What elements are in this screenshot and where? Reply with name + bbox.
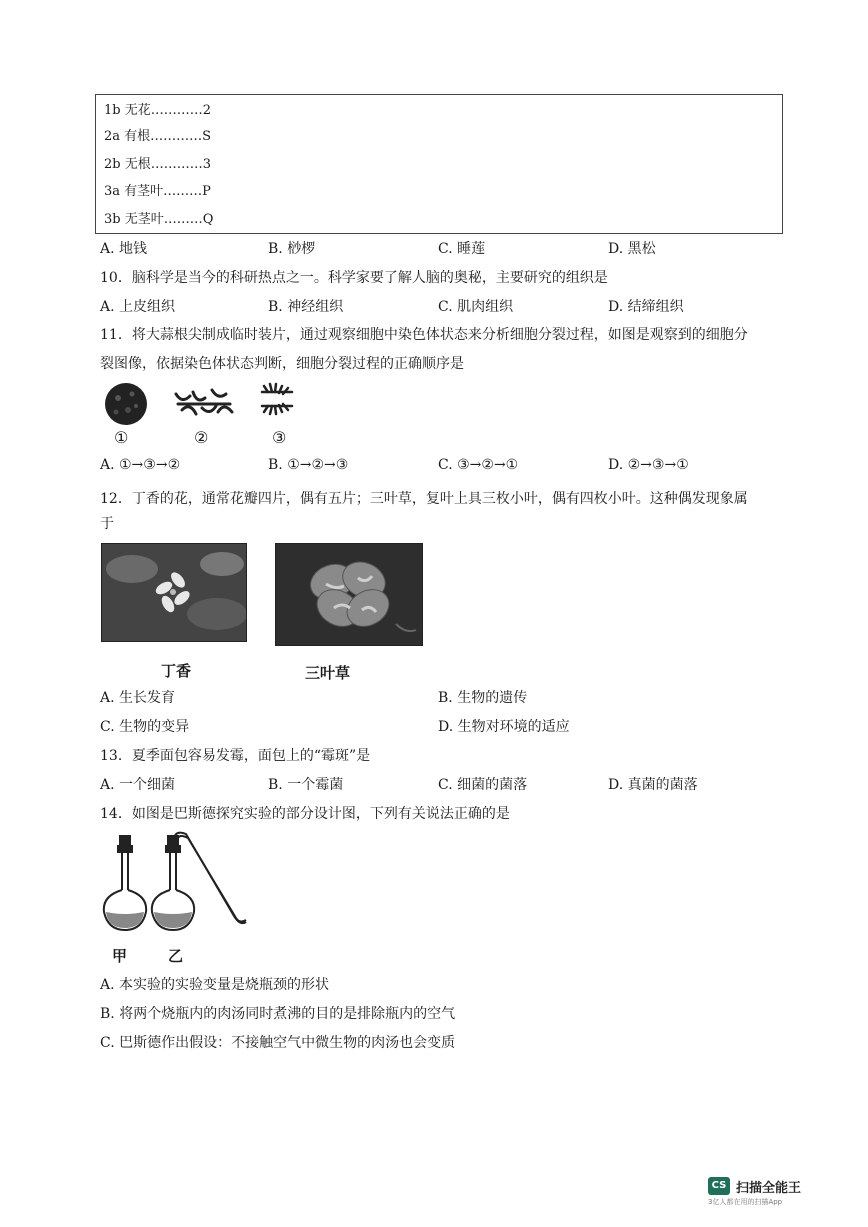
lilac-photo [101,543,247,642]
key-line-2a: 2a 有根…………S [104,129,212,144]
cell-label-3: ③ [272,428,287,447]
q12-option-c: C. 生物的变异 [100,719,190,735]
watermark-subtitle: 3亿人都在用的扫描App [708,1198,783,1206]
clover-photo [275,543,423,646]
q9-option-d: D. 黑松 [608,241,656,257]
cell-label-1: ① [114,428,129,447]
q12-stem-line1: 12．丁香的花，通常花瓣四片，偶有五片；三叶草，复叶上具三枚小叶，偶有四枚小叶。这种偶发现象属 [100,491,748,507]
q12-option-a: A. 生长发育 [100,690,176,706]
flask-label-jia: 甲 [112,947,128,965]
q12-stem-line2: 于 [100,516,114,532]
q11-option-a: A. ①→③→② [100,457,181,473]
lilac-caption: 丁香 [161,662,192,680]
q10-option-b: B. 神经组织 [268,299,344,315]
cell-image-1 [105,383,147,425]
q9-option-b: B. 桫椤 [268,241,316,257]
q9-option-c: C. 睡莲 [438,241,486,257]
key-line-3b: 3b 无茎叶………Q [104,212,214,227]
clover-caption: 三叶草 [305,664,351,682]
key-line-3a: 3a 有茎叶………P [104,184,211,199]
cell-label-2: ② [194,428,209,447]
q12-option-b: B. 生物的遗传 [438,690,528,706]
scanner-watermark [708,1175,828,1209]
q14-option-c: C. 巴斯德作出假设：不接触空气中微生物的肉汤也会变质 [100,1035,456,1051]
pasteur-flask-figure [98,830,250,942]
q9-option-a: A. 地钱 [100,241,148,257]
key-line-1b: 1b 无花…………2 [104,103,211,118]
cell-image-2 [176,390,232,414]
q13-option-a: A. 一个细菌 [100,777,176,793]
q14-stem: 14．如图是巴斯德探究实验的部分设计图，下列有关说法正确的是 [100,806,510,822]
q10-option-c: C. 肌肉组织 [438,299,514,315]
q11-option-c: C. ③→②→① [438,457,519,473]
camscanner-logo-icon: CS [708,1177,730,1195]
cell-image-3 [262,384,292,414]
q12-option-d: D. 生物对环境的适应 [438,719,570,735]
q13-stem: 13．夏季面包容易发霉，面包上的“霉斑”是 [100,748,371,764]
watermark-name: 扫描全能王 [736,1181,802,1196]
dichotomous-key-table [95,94,783,234]
q10-stem: 10．脑科学是当今的科研热点之一。科学家要了解人脑的奥秘，主要研究的组织是 [100,270,608,286]
q10-option-d: D. 结缔组织 [608,299,684,315]
key-line-2b: 2b 无根…………3 [104,157,211,172]
flask-label-yi: 乙 [168,947,184,965]
q14-option-b: B. 将两个烧瓶内的肉汤同时煮沸的目的是排除瓶内的空气 [100,1006,456,1022]
q13-option-b: B. 一个霉菌 [268,777,344,793]
flask-jia [104,836,146,930]
flask-yi [152,833,246,930]
q13-option-c: C. 细菌的菌落 [438,777,528,793]
q14-option-a: A. 本实验的实验变量是烧瓶颈的形状 [100,977,330,993]
q11-option-d: D. ②→③→① [608,457,689,473]
q10-option-a: A. 上皮组织 [100,299,176,315]
q11-stem-line1: 11．将大蒜根尖制成临时装片，通过观察细胞中染色体状态来分析细胞分裂过程，如图是观察到的细胞分 [100,327,748,343]
q11-option-b: B. ①→②→③ [268,457,349,473]
q11-stem-line2: 裂图像，依据染色体状态判断，细胞分裂过程的正确顺序是 [100,356,464,372]
q13-option-d: D. 真菌的菌落 [608,777,698,793]
